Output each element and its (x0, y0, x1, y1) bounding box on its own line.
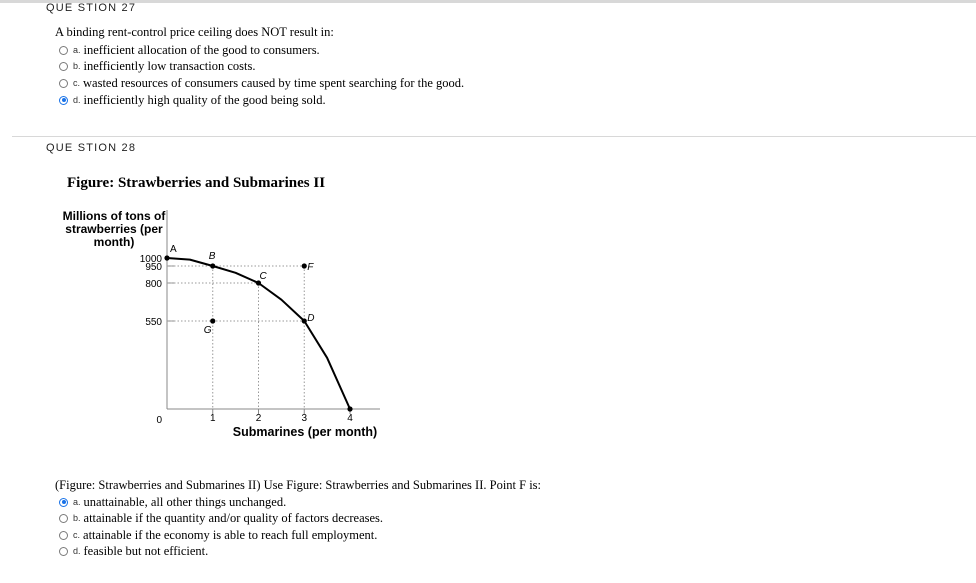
option-label: wasted resources of consumers caused by time spent searching for the good. (83, 75, 465, 90)
y-tick-label: 550 (145, 317, 162, 328)
chart-x-axis-label: Submarines (per month) (232, 425, 378, 439)
question-28-header: QUE STION 28 (46, 142, 137, 154)
chart-point (347, 406, 352, 411)
x-tick-label: 1 (209, 413, 216, 424)
option-letter: a. (73, 497, 81, 507)
chart-point-a (164, 255, 169, 260)
option-letter: b. (73, 513, 81, 523)
y-tick-label: 1000 (139, 254, 162, 265)
option-letter: a. (73, 45, 81, 55)
q28-option-a[interactable] (59, 494, 286, 510)
q28-option-c[interactable] (59, 527, 377, 543)
radio-button[interactable] (59, 514, 68, 523)
option-label: inefficiently low transaction costs. (83, 58, 256, 73)
figure-title: Figure: Strawberries and Submarines II (67, 175, 326, 191)
point-label-f: F (307, 262, 314, 273)
option-label: attainable if the quantity and/or quality of factors decreases. (83, 510, 384, 525)
option-letter: c. (73, 78, 81, 88)
question-27-header: QUE STION 27 (46, 2, 137, 14)
option-label: inefficient allocation of the good to consumers. (83, 42, 320, 57)
option-letter: c. (73, 530, 81, 540)
chart-point-b (210, 263, 215, 268)
chart-y-axis-label: Millions of tons of strawberries (per month) (62, 209, 166, 249)
q28-option-d[interactable] (59, 543, 208, 559)
chart-point-d (302, 318, 307, 323)
y-tick-label: 950 (145, 262, 162, 273)
question-28-text: (Figure: Strawberries and Submarines II) Use Figure: Strawberries and Submarines II. Point F is: (55, 478, 542, 492)
x-tick-label: 4 (347, 413, 353, 424)
option-letter: d. (73, 546, 81, 556)
point-label-c: C (259, 271, 267, 282)
option-label: inefficiently high quality of the good being sold. (83, 92, 326, 107)
x-tick-label: 2 (255, 413, 262, 424)
point-label-b: B (208, 251, 216, 262)
point-label-d: D (307, 313, 315, 324)
point-label-g: G (203, 325, 212, 336)
y-tick-label: 0 (156, 415, 162, 426)
chart-point-f (302, 263, 307, 268)
option-letter: d. (73, 95, 81, 105)
q28-option-b[interactable] (59, 510, 383, 526)
option-label: feasible but not efficient. (83, 543, 209, 558)
radio-button-selected[interactable] (59, 498, 68, 507)
option-label: unattainable, all other things unchanged. (83, 494, 287, 509)
option-letter: b. (73, 61, 81, 71)
point-label-a: A (170, 244, 177, 255)
x-tick-label: 3 (301, 413, 308, 424)
radio-button[interactable] (59, 531, 68, 540)
radio-button[interactable] (59, 547, 68, 556)
question-27-text: A binding rent-control price ceiling does NOT result in: (55, 25, 334, 39)
option-label: attainable if the economy is able to reach full employment. (83, 527, 378, 542)
y-tick-label: 800 (145, 279, 162, 290)
chart-point-g (210, 318, 215, 323)
